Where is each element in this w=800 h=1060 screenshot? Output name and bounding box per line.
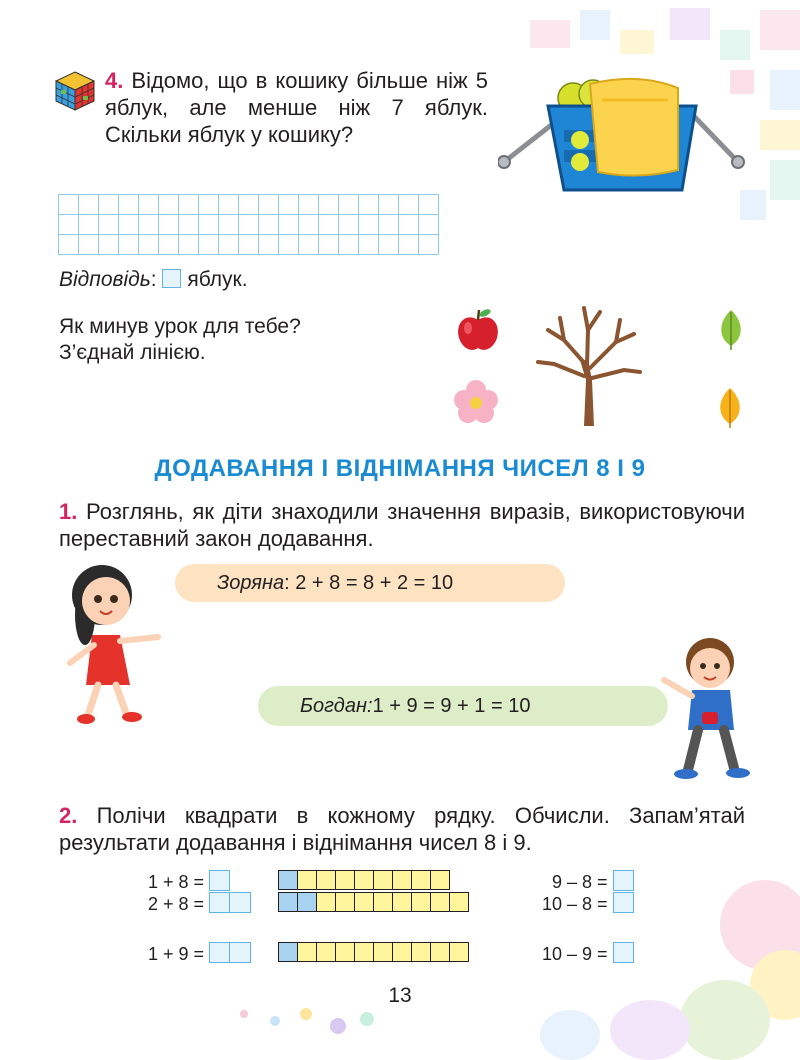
page-number: 13 — [388, 984, 412, 1007]
answer-box-two-digit[interactable] — [209, 942, 251, 963]
answer-box[interactable] — [613, 942, 634, 963]
answer-label: Відповідь — [59, 268, 151, 291]
section-title: ДОДАВАННЯ І ВІДНІМАННЯ ЧИСЕЛ 8 І 9 — [154, 455, 646, 482]
rubik-cube-icon — [54, 70, 96, 112]
lesson-reflection — [59, 314, 301, 366]
bohdan-speech-bubble — [258, 686, 668, 726]
task1-text — [59, 498, 745, 552]
answer-box[interactable] — [162, 269, 181, 288]
answer-box-two-digit[interactable] — [209, 892, 251, 913]
flower-icon — [452, 380, 500, 424]
reflection-question: Як минув урок для тебе? — [59, 315, 301, 338]
zoryana-speech-bubble — [175, 564, 565, 602]
equation-2-plus-8: 2 + 8 = — [148, 892, 251, 915]
answer-box[interactable] — [613, 892, 634, 913]
bohdan-name: Богдан: — [300, 694, 373, 717]
girl-illustration — [40, 555, 180, 730]
apple-icon — [455, 306, 501, 354]
equation-10-minus-8: 10 – 8 = — [542, 892, 634, 915]
apple-basket-image — [498, 70, 748, 195]
boy-illustration — [648, 630, 760, 780]
answer-box[interactable] — [613, 870, 634, 891]
answer-box[interactable] — [209, 870, 230, 891]
task4-text — [105, 67, 488, 148]
equation-1-plus-8: 1 + 8 = — [148, 870, 230, 893]
equation-9-minus-8: 9 – 8 = — [552, 870, 634, 893]
zoryana-expression: : 2 + 8 = 8 + 2 = 10 — [284, 571, 454, 594]
task2-number: 2. — [59, 803, 78, 828]
green-leaf-icon — [716, 308, 746, 350]
task2-body: Полічи квадрати в кожному рядку. Обчисли. Запам’ятай результати додавання і віднімання чисел 8 і 9. — [59, 803, 745, 855]
answer-line: Відповідь: яблук. — [59, 268, 248, 291]
bohdan-expression: 1 + 9 = 9 + 1 = 10 — [372, 694, 531, 717]
zoryana-name: Зоряна — [217, 571, 285, 594]
task1-body: Розглянь, як діти знаходили значення виразів, використовуючи переставний закон додавання. — [59, 499, 745, 551]
yellow-leaf-icon — [715, 386, 745, 428]
task4-number: 4. — [105, 68, 124, 93]
task4-body: Відомо, що в кошику більше ніж 5 яблук, але менше ніж 7 яблук. Скільки яблук у кошику? — [105, 68, 488, 147]
equation-1-plus-9: 1 + 9 = — [148, 942, 251, 965]
answer-unit: яблук. — [187, 268, 248, 291]
task1-number: 1. — [59, 499, 78, 524]
squares-row-2-plus-8 — [279, 892, 469, 912]
task2-text — [59, 802, 745, 856]
squares-row-1-plus-8 — [279, 870, 450, 890]
bare-tree-icon — [534, 300, 644, 426]
reflection-instruction: З’єднай лінією. — [59, 341, 206, 364]
squares-row-1-plus-9 — [279, 942, 469, 962]
answer-writing-grid[interactable] — [58, 194, 439, 255]
equation-10-minus-9: 10 – 9 = — [542, 942, 634, 965]
